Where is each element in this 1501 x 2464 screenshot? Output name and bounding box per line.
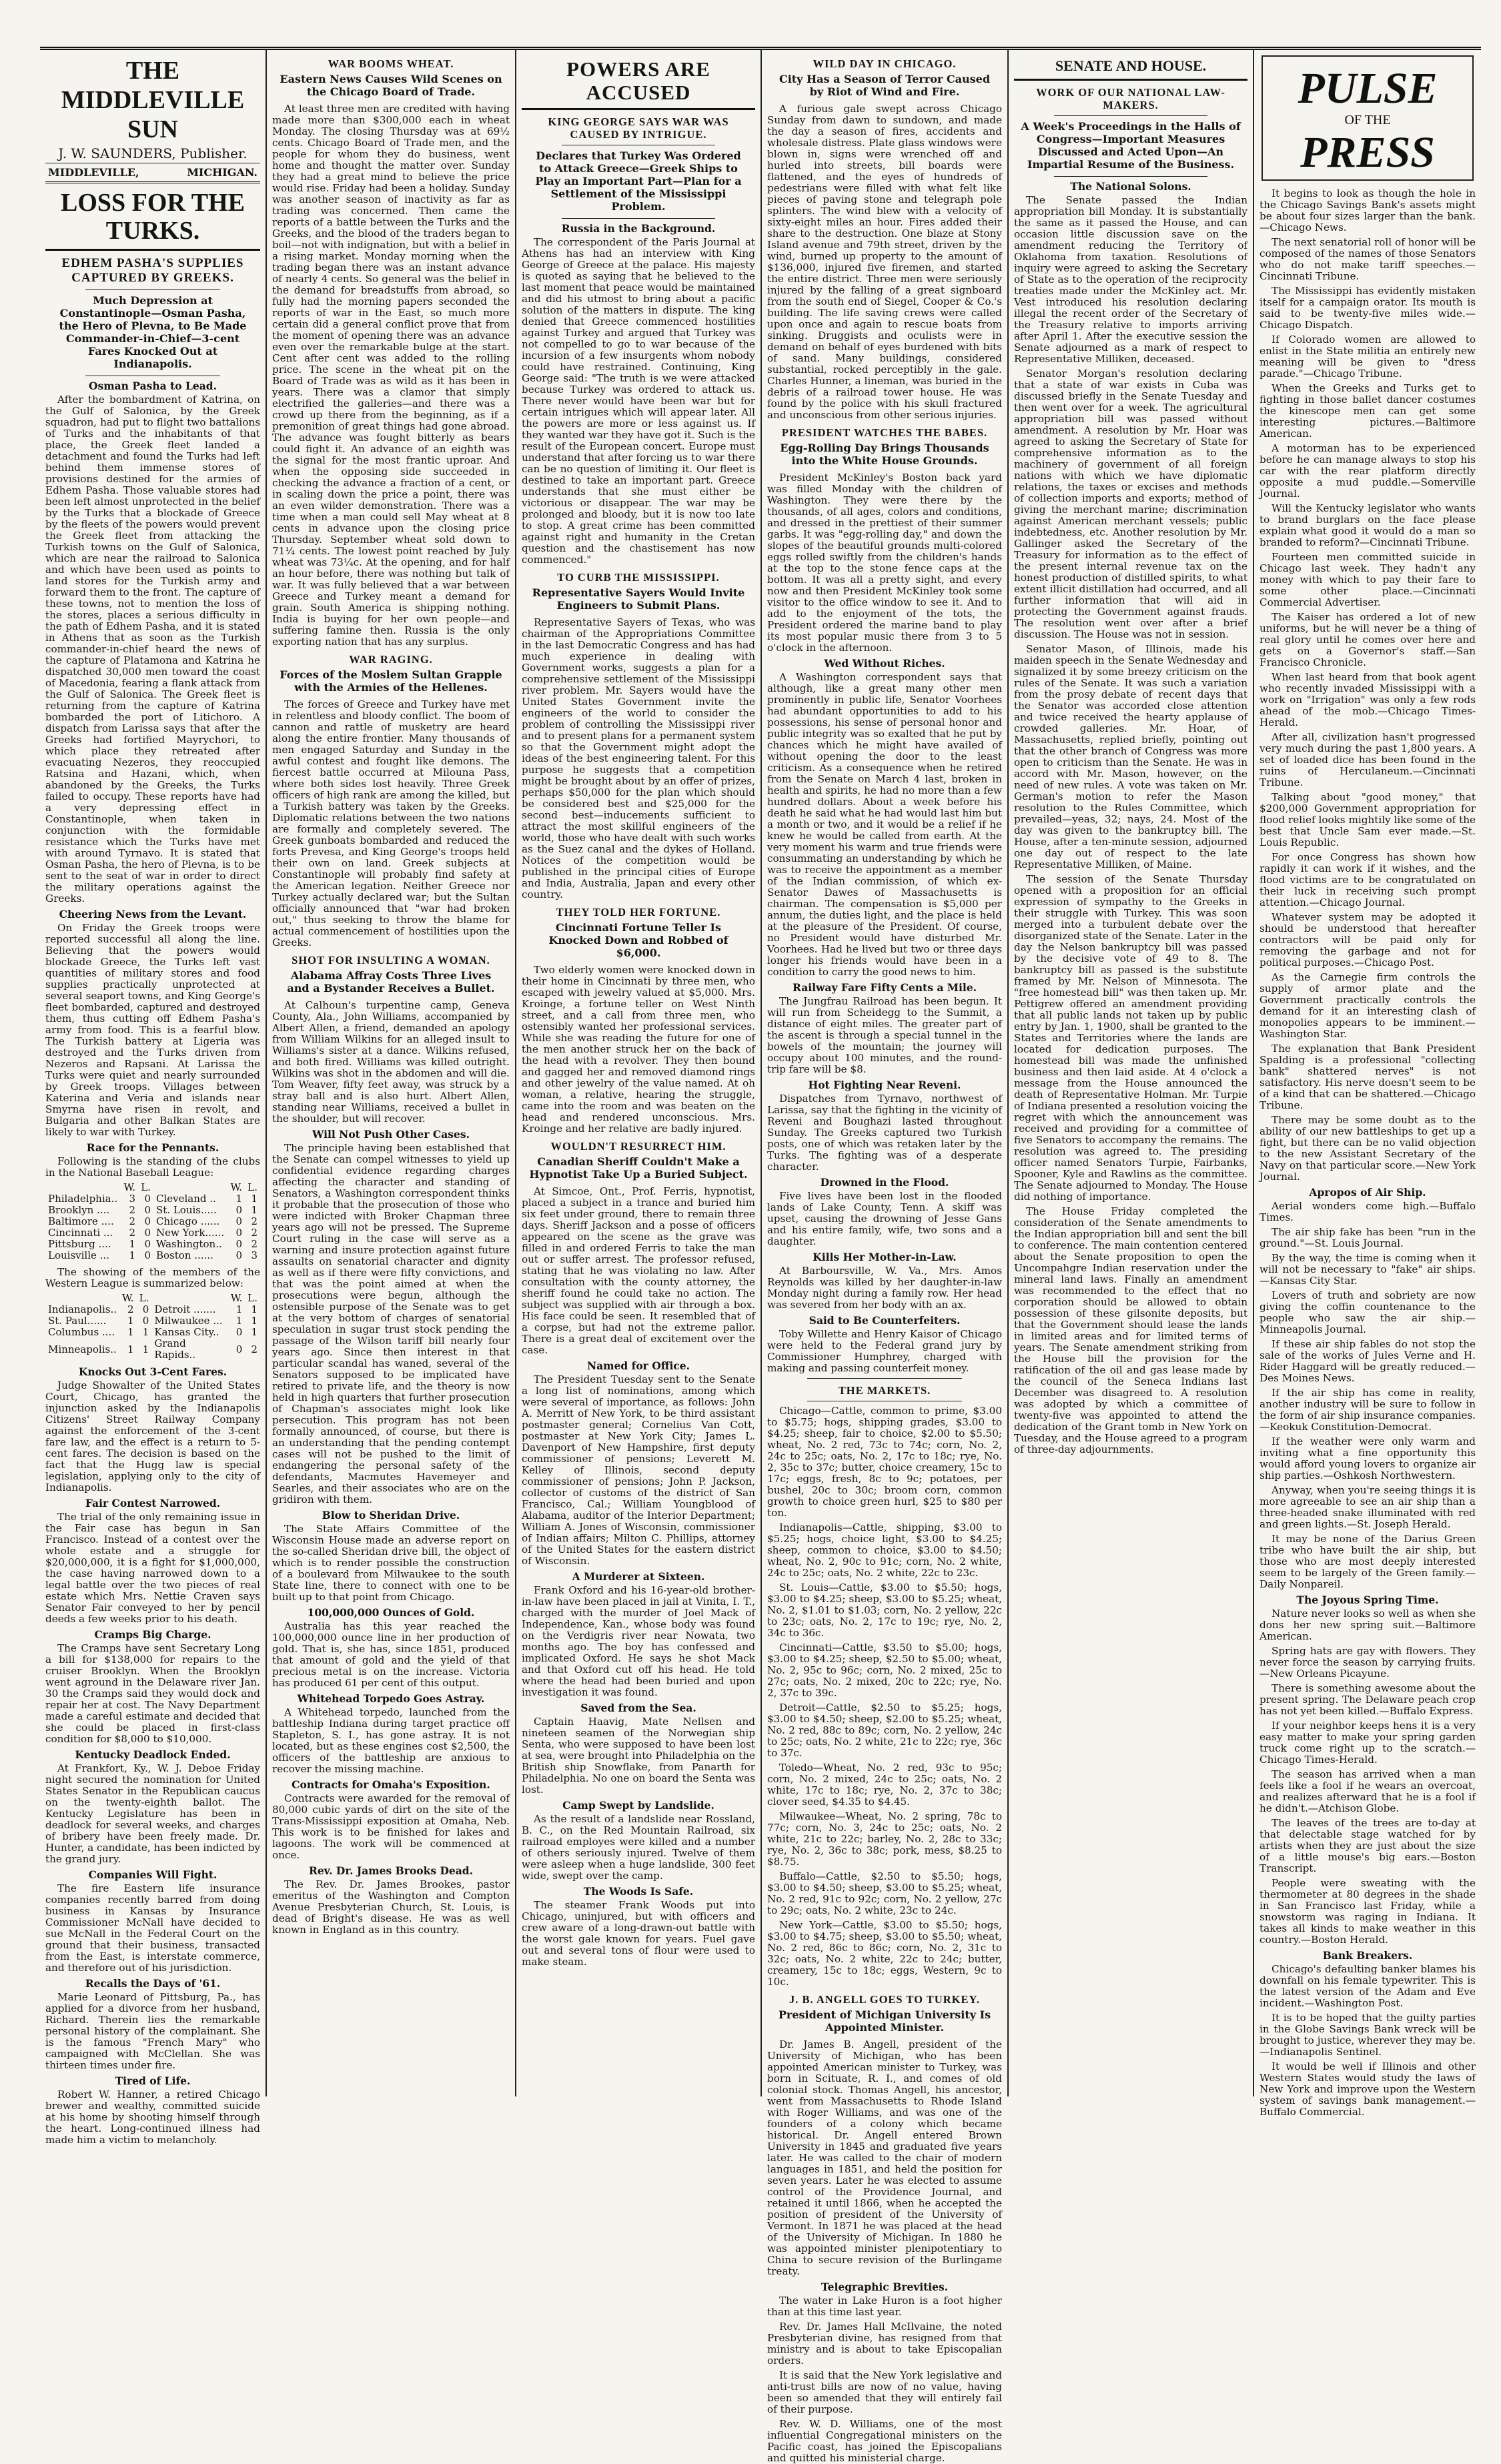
standings-cell: 0	[235, 1238, 243, 1250]
press-quote: The season has arrived when a man feels like a fool if he wears an overcoat, and realizes afterward that he is a fool if he didn't.—Atchison Globe.	[1260, 1768, 1476, 1814]
standings-cell: Milwaukee ...	[154, 1315, 223, 1327]
standings-cell: L.	[139, 1292, 149, 1304]
section-title: Companies Will Fight.	[88, 1868, 217, 1881]
standings-cell: St. Louis.....	[156, 1204, 217, 1216]
headline-told-her-fortune: THEY TOLD HER FORTUNE.	[556, 906, 721, 918]
article-paragraph: The trial of the only remaining issue in the Fair case has begun in San Francisco. Instead of a contest over the whole estate and a struggle for $20,000,000, it is a fight for $1,000,000, the case having narrowed down to a legal battle over the two pieces of real estate which Mrs. Nettie Craven says Senator Fair conveyed to her by pencil deeds a few weeks prior to his death.	[45, 1511, 260, 1625]
column-5	[1009, 52, 1253, 2096]
headline-curb-mississippi: TO CURB THE MISSISSIPPI.	[557, 571, 720, 584]
article-paragraph: Senator Mason, of Illinois, made his maiden speech in the Senate Wednesday and signalized it by some breezy criticism on the rules of the Senate. It was such a variation from the prosy debate of recent days that the Senator was accorded close attention and twice received the hearty applause of crowded galleries. Mr. Hoar, of Massachusetts, replied briefly, pointing out that the other branch of Congress was more open to criticism than the Senate. He was in accord with Mr. Mason, however, on the need of new rules. A vote was taken on Mr. German's motion to refer the Mason resolution to the Rules Committee, which prevailed—yeas, 32; nays, 24. Most of the day was given to the bankruptcy bill. The House, after a ten-minute session, adjourned one day out of respect to the late Representative Milliken, of Maine.	[1014, 643, 1247, 870]
logo-word-press: PRESS	[1300, 128, 1435, 177]
press-quote: When last heard from that book agent who recently invaded Mississippi with a work on "Irrigation" was only a few rods ahead of the mob.—Chicago Times-Herald.	[1260, 671, 1476, 728]
press-quote: The Kaiser has ordered a lot of new uniforms, but he will never be a thing of real glory until he comes over here and gets on a Governor's staff.—San Francisco Chronicle.	[1260, 611, 1476, 668]
article-paragraph: Robert W. Hanner, a retired Chicago brewer and wealthy, committed suicide at his home by shooting himself through the heart. Long-continued illness had made him a victim to melancholy.	[45, 2088, 260, 2146]
article-paragraph: On Friday the Greek troops were reported successful all along the line. Believing that the powers would blockade Greece, the Turks left vast quantities of military stores and food supplies practically unprotected at several seaport towns, and King George's fleet bombarded, captured and destroyed them, thus cutting off Edhem Pasha's army from food. This is a fearful blow. The Turkish battery at Ligeria was destroyed and the Turks driven from Nezeros and Rapsani. At Larissa the Turks were quiet and nearly surrounded by Greek troops. Villages between Katerina and Veria and islands near Smyrna have risen in revolt, and Bulgaria and other Balkan States are likely to war with Turkey.	[45, 922, 260, 1138]
section-title: Whitehead Torpedo Goes Astray.	[297, 1692, 485, 1705]
bank-items-list	[1260, 1964, 1476, 2118]
deck: City Has a Season of Terror Caused by Riot of Wind and Fire.	[779, 73, 991, 98]
market-report: New York—Cattle, $3.00 to $5.50; hogs, $3.00 to $4.75; sheep, $3.00 to $5.50; wheat, No. 2 red, 86c to 86c; corn, No. 2, 31c to 32c; oats, No. 2 white, 22c to 24c; butter, creamery, 15c to 18c; eggs, Western, 9c to 10c.	[767, 1919, 1002, 1988]
press-quote: The leaves of the trees are to-day at that delectable stage watched for by artists when they are just about the size of a little mouse's big ears.—Boston Transcript.	[1260, 1817, 1476, 1874]
standings-cell: Grand Rapids..	[154, 1337, 196, 1361]
article-paragraph: A Whitehead torpedo, launched from the battleship Indiana during target practice off Stapleton, S. I., has gone astray. It is not located, but as these engines cost $2,500, the officers of the battleship are anxious to recover the missing machine.	[272, 1706, 510, 1775]
standings-cell: 2	[129, 1215, 136, 1227]
standings-cell: 1	[251, 1193, 258, 1205]
standings-cell: 0	[142, 1303, 149, 1315]
article-paragraph: Dispatches from Tyrnavo, northwest of Larissa, say that the fighting in the vicinity of Reveni and Boughazi lasted throughout Sunday. The Greeks captured two Turkish posts, one of which was retaken later by the Turks. The fighting was of a desperate character.	[767, 1093, 1002, 1173]
standings-cell: 0	[144, 1227, 151, 1239]
pulse-of-the-press-logo	[1261, 55, 1474, 181]
section-title: Knocks Out 3-Cent Fares.	[78, 1365, 227, 1378]
deck: Forces of the Moslem Sultan Grapple with the Armies of the Hellenes.	[280, 668, 502, 694]
section-title: Wed Without Riches.	[824, 657, 945, 670]
section-title: Saved from the Sea.	[580, 1702, 696, 1714]
article-paragraph: The Rev. Dr. James Brookes, pastor emeritus of the Washington and Compton Avenue Presbyterian Church, St. Louis, is dead of Bright's disease. He was as well known in England as in this country.	[272, 1878, 510, 1936]
standings-cell: 1	[127, 1315, 134, 1327]
standings-cell: 1	[235, 1303, 243, 1315]
article-paragraph: The principle having been established that the Senate can compel witnesses to yield up confidential evidence regarding charges affecting the character and standing of Senators, a Washington correspondent thinks it probable that the prosecution of those who were indicted with Broker Chapman three years ago will not be pressed. The Supreme Court ruling in the case will serve as a warning and insure protection against future assaults on senatorial character and dignity as well as if there were fifty convictions, and that was the point aimed at when the prosecutions were begun, although the ostensible purpose of the Senate was to get at the very bottom of charges of senatorial speculation in sugar trust stock pending the passage of the Wilson tariff bill nearly four years ago. Since then interest in that particular scandal has waned, several of the Senators supposed to be implicated have retired to private life, and the theory is now held in high quarters that further prosecution of Chapman's associates might look like persecution. This program has not been formally announced, of course, but there is an understanding that the pending contempt cases will not be pushed to the limit of endangering the personal safety of the defendants, Macmutes Havemeyer and Searles, and their associates who are on the gridiron with them.	[272, 1142, 510, 1505]
column-6	[1254, 52, 1481, 2118]
standings-cell: Chicago ......	[156, 1215, 220, 1227]
section-title: Camp Swept by Landslide.	[562, 1799, 714, 1812]
deck: Alabama Affray Costs Three Lives and a Bystander Receives a Bullet.	[287, 969, 495, 995]
press-quote: People were sweating with the thermometer at 80 degrees in the shade in San Francisco last Friday, while a snowstorm was raging in Indiana. It takes all kinds to make weather in this country.—Boston Herald.	[1260, 1877, 1476, 1946]
standings-cell: Baltimore ....	[48, 1215, 114, 1227]
deck: President of Michigan University Is Appointed Minister.	[778, 2008, 991, 2034]
article-paragraph: At Barboursville, W. Va., Mrs. Amos Reynolds was killed by her daughter-in-law Monday night during a family row. Her head was severed from her body with an ax.	[767, 1265, 1002, 1311]
article-paragraph: The State Affairs Committee of the Wisconsin House made an adverse report on the so-called Sheridan drive bill, the object of which is to render possible the construction of a boulevard from Milwaukee to the south State line, there to connect with one to be built up to that point from Chicago.	[272, 1523, 510, 1603]
headline-wild-day-chicago: WILD DAY IN CHICAGO.	[813, 57, 957, 70]
article-paragraph: It is said that the New York legislative and anti-trust bills are now of no value, having been so amended that they will entirely fail of their purpose.	[767, 2369, 1002, 2415]
article-paragraph: Senator Morgan's resolution declaring that a state of war exists in Cuba was discussed briefly in the Senate Tuesday and then went over for a week. The agricultural appropriation bill was passed without amendment. A resolution by Mr. Hoar was agreed to asking the Secretary of State for comprehensive information as to the machinery of government of all foreign nations with which we have diplomatic relations, the taxes or excises and methods of collection imports and exports; method of giving the merchant marine; discrimination against American merchant vessels; public indebtedness, etc. Another resolution by Mr. Gallinger asked the Secretary of the Treasury for information as to the effect of the present internal revenue tax on the honest production of distilled spirits, to what extent illicit distillation had occurred, and all further information that will aid in protecting the Government against frauds. The resolution went over after a brief discussion. The House was not in session.	[1014, 368, 1247, 640]
market-report: St. Louis—Cattle, $3.00 to $5.50; hogs, $3.00 to $4.25; sheep, $3.00 to $5.25; wheat, No. 2, $1.01 to $1.03; corn, No. 2 yellow, 22c to 23c; oats, No. 2, 17c to 19c; rye, No. 2, 34c to 36c.	[767, 1582, 1002, 1639]
article-paragraph: Representative Sayers of Texas, who was chairman of the Appropriations Committee in the last Democratic Congress and has had much experience in dealing with Government works, suggests a plan for a comprehensive settlement of the Mississippi river problem. Mr. Sayers would have the United States Government invite the engineers of the world to consider the problem of controlling the Mississippi river and to present plans for a permanent system so that the Government might adopt the ideas of the best engineering talent. For this purpose he suggests that a competition might be brought about by an offer of prizes, perhaps $50,000 for the plan which should be considered best and $25,000 for the second best—inducements sufficient to attract the most skillful engineers of the world, those who have dealt with such works as the Suez canal and the dykes of Holland. Notices of the competition would be published in the principal cities of Europe and India, Australia, Japan and every other country.	[522, 616, 755, 900]
article-paragraph: The House Friday completed the consideration of the Senate amendments to the Indian appropriation bill and sent the bill to conference. The main contention centered about the Senate proposition to open the Uncompahgre Indian reservation under the mineral land laws. Finally an amendment was recommended to the effect that no corporation should be allowed to obtain possession of these gilsonite deposits, but that the Government should lease the lands in limited areas and for limited terms of years. The Senate amendment striking from the House bill the provision for the ratification of the oil and gas lease made by the council of the Seneca Indians last December was disagreed to. A resolution was adopted by which a committee of twenty-five was appointed to attend the dedication of the Grant tomb in New York on Tuesday, and the House agreed to a program of three-day adjournments.	[1014, 1205, 1247, 1455]
section-title: Said to Be Counterfeiters.	[809, 1314, 961, 1327]
article-paragraph: The correspondent of the Paris Journal at Athens has had an interview with King George of Greece at the palace. His majesty is quoted as saying that he believed to the last moment that peace would be maintained and did his utmost to bring about a pacific solution of the matters in dispute. The king denied that Greece commenced hostilities against Turkey and argued that Turkey was not compelled to go to war because of the incursion of a few insurgents whom nobody could have restrained. Continuing, King George said: "The truth is we were attacked because Turkey was ordered to attack us. There never would have been war but for certain intrigues which will appear later. All the powers are more or less against us. If they wanted war they have got it. Such is the result of the European concert. Europe must understand that after forcing us to war there can be no question of limiting it. Our fleet is destined to take an important part. Greece understands that she must either be victorious or disappear. The war may be prolonged and bloody, but it is now too late to stop. A great crime has been committed against right and humanity in the Cretan question and the chastisement has now commenced."	[522, 236, 755, 566]
headline-president-babes: PRESIDENT WATCHES THE BABES.	[781, 426, 988, 439]
standings-cell: 3	[129, 1193, 136, 1205]
standings-cell: Boston ......	[156, 1249, 213, 1261]
standings-cell: 1	[129, 1249, 136, 1261]
headline-wouldnt-resurrect: WOULDN'T RESURRECT HIM.	[550, 1140, 726, 1153]
standings-cell: 1	[251, 1204, 258, 1216]
section-title: A Murderer at Sixteen.	[572, 1570, 705, 1583]
masthead-state: MICHIGAN.	[187, 166, 258, 179]
standings-cell: 1	[235, 1315, 243, 1327]
article-paragraph: At Calhoun's turpentine camp, Geneva County, Ala., John Williams, accompanied by Albert Allen, a friend, demanded an apology from William Wilkins for an alleged insult to Williams's sister at a dance. Wilkins refused, and both fired. Williams was killed outright. Wilkins was shot in the abdomen and will die. Tom Weaver, fifty feet away, was struck by a stray ball and is also hurt. Albert Allen, standing near Williams, received a bullet in the shoulder, but will recover.	[272, 999, 510, 1125]
standings-cell: 1	[127, 1326, 134, 1338]
standings-cell: 2	[251, 1215, 258, 1227]
market-report: Chicago—Cattle, common to prime, $3.00 to $5.75; hogs, shipping grades, $3.00 to $4.25; sheep, fair to choice, $2.00 to $5.50; wheat, No. 2 red, 73c to 74c; corn, No. 2, 24c to 25c; oats, No. 2, 17c to 18c; rye, No. 2, 35c to 37c; butter, choice creamery, 15c to 17c; eggs, fresh, 8c to 9c; potatoes, per bushel, 20c to 30c; broom corn, common growth to choice green hurl, $25 to $80 per ton.	[767, 1405, 1002, 1519]
standings-cell: New York......	[156, 1227, 225, 1239]
standings-cell: Kansas City..	[154, 1326, 219, 1338]
section-title: Named for Office.	[586, 1359, 690, 1372]
national-league-standings-table	[45, 1182, 260, 1261]
article-paragraph: Five lives have been lost in the flooded lands of Lake County, Tenn. A skiff was upset, causing the drowning of Jesse Gans and his entire family, wife, two sons and a daughter.	[767, 1190, 1002, 1247]
article-paragraph: A furious gale swept across Chicago Sunday from dawn to sundown, and made the day a season of fires, accidents and wholesale distress. Plate glass windows were blown in, signs were wrenched off and hurled into streets, bill boards were flattened, and the eyes of hundreds of pedestrians were filled with what felt like pieces of paving stone and telegraph pole splinters. The wind blew with a velocity of sixty-eight miles an hour. Fires added their share to the destruction. One blaze at Stony Island avenue and 79th street, driven by the wind, burned up property to the amount of $136,000, injured five firemen, and started the entire district. Three men were seriously injured by the falling of a great signboard from the south end of Siegel, Cooper & Co.'s building. The life saving crews were called upon once and again to rescue boats from sinking. Druggists and oculists were in demand on behalf of eyes burdened with bits of sand. Many buildings, considered substantial, rocked perceptibly in the gale. Charles Hunner, a lineman, was buried in the debris of a railroad tower house. He was found by the police with his skull fractured and unconscious from other serious injuries.	[767, 103, 1002, 421]
article-paragraph: The Jungfrau Railroad has been begun. It will run from Scheidegg to the Summit, a distance of eight miles. The greater part of the ascent is through a special tunnel in the bowels of the mountain; the journey will occupy about 100 minutes, and the round-trip fare will be $8.	[767, 995, 1002, 1075]
section-title: Cramps Big Charge.	[94, 1628, 211, 1641]
press-quote: There is something awesome about the present spring. The Delaware peach crop has not yet been killed.—Buffalo Express.	[1260, 1682, 1476, 1717]
headline-shot-insulting-woman: SHOT FOR INSULTING A WOMAN.	[292, 954, 490, 967]
standings-cell: 0	[142, 1315, 149, 1327]
article-paragraph: Frank Oxford and his 16-year-old brother-in-law have been placed in jail at Vinita, I. T., charged with the murder of Joel Mack of Independence, Kan., whose body was found on the Verdigris river near Nowata, two months ago. The boy has confessed and implicated Oxford. He says he shot Mack and that Oxford cut off his head. He told where the head had been buried and upon investigation it was found.	[522, 1584, 755, 1698]
press-quote: If the weather were only warm and inviting what a fine opportunity this would afford young lovers to organize air ship parties.—Oshkosh Northwestern.	[1260, 1435, 1476, 1481]
deck: Declares that Turkey Was Ordered to Attack Greece—Greek Ships to Play an Important Part—Plan for a Settlement of the Mississippi Problem.	[535, 149, 742, 213]
standings-cell: 1	[235, 1193, 243, 1205]
deck: Eastern News Causes Wild Scenes on the Chicago Board of Trade.	[280, 73, 502, 98]
standings-cell: 0	[144, 1249, 151, 1261]
standings-row	[45, 1327, 260, 1338]
market-report: Cincinnati—Cattle, $3.50 to $5.00; hogs, $3.00 to $4.25; sheep, $2.50 to $5.00; wheat, No. 2, 95c to 96c; corn, No. 2 mixed, 25c to 27c; oats, No. 2 mixed, 20c to 22c; rye, No. 2, 37c to 39c.	[767, 1642, 1002, 1699]
press-quote: Nature never looks so well as when she dons her new spring suit.—Baltimore American.	[1260, 1608, 1476, 1642]
standings-cell	[45, 1182, 121, 1193]
article-paragraph: The steamer Frank Woods put into Chicago, uninjured, but with officers and crew aware of a long-drawn-out battle with the worst gale known for years. Fuel gave out and several tons of flour were used to make steam.	[522, 1899, 755, 1968]
standings-cell: 1	[142, 1343, 149, 1355]
article-paragraph: The showing of the members of the Western League is summarized below:	[45, 1266, 260, 1289]
standings-cell: 2	[251, 1238, 258, 1250]
standings-cell: 2	[251, 1227, 258, 1239]
press-quote: Fourteen men committed suicide in Chicago last week. They hadn't any money with which to pay their fare to some other place.—Cincinnati Commercial Advertiser.	[1260, 551, 1476, 608]
section-title: Hot Fighting Near Reveni.	[808, 1079, 961, 1091]
standings-cell: 3	[251, 1249, 258, 1261]
standings-cell: 1	[251, 1303, 258, 1315]
section-title: Russia in the Background.	[561, 222, 716, 235]
standings-row	[45, 1250, 260, 1261]
standings-cell: W.	[123, 1181, 136, 1193]
column-1	[40, 52, 266, 2146]
masthead-dateline	[45, 163, 260, 183]
press-quote: A motorman has to be experienced before he can manage always to stop his car with the rear platform directly opposite a mud puddle.—Somerville Journal.	[1260, 442, 1476, 500]
standings-cell: Minneapolis..	[48, 1343, 117, 1355]
column-2	[267, 52, 515, 2096]
article-paragraph: Judge Showalter of the United States Court, Chicago, has granted the injunction asked by the Indianapolis Citizens' Street Railway Company against the enforcement of the 3-cent fare law, and the effect is a return to 5-cent fares. The decision is based on the fact that the Hugg law is special legislation, applying only to the city of Indianapolis.	[45, 1379, 260, 1493]
standings-header-row	[45, 1182, 260, 1193]
headline-senate-house: SENATE AND HOUSE.	[1055, 57, 1207, 74]
article-paragraph: At Simcoe, Ont., Prof. Ferris, hypnotist, placed a subject in a trance and buried him six feet under ground, there to remain three days. Sheriff Jackson and a posse of officers appeared on the scene as the grave was filled in and ordered Ferris to take the man out or suffer arrest. The professor refused, stating that he was violating no law. After consultation with the county attorney, the sheriff found he could take no action. The subject was supplied with air through a box. His face could be seen. It resembled that of a corpse, but had not the extreme pallor. There is a great deal of excitement over the case.	[522, 1185, 755, 1356]
article-paragraph: Following is the standing of the clubs in the National Baseball League:	[45, 1155, 260, 1179]
standings-row	[45, 1227, 260, 1239]
standings-cell: 1	[129, 1238, 136, 1250]
standings-row	[45, 1193, 260, 1205]
section-title: Fair Contest Narrowed.	[85, 1497, 221, 1509]
deck: Representative Sayers Would Invite Engineers to Submit Plans.	[532, 586, 745, 612]
section-title: Drowned in the Flood.	[820, 1176, 949, 1189]
article-paragraph: A Washington correspondent says that although, like a great many other men prominently in public life, Senator Voorhees had abundant opportunities to add to his possessions, his sense of personal honor and public integrity was so exalted that he put by chances which he might have availed of without opening the door to the least criticism. As a consequence when he retired from the Senate on March 4 last, broken in health and spirits, he had no more than a few hundred dollars. About a week before his death he said what he had would last him but a month or two, and it would be a relief if he knew he would be called from earth. At the very moment his warm and true friends were consummating an understanding by which he was to receive the appointment as a member of the Indian commission, of which ex-Senator Dawes of Massachusetts is chairman. The compensation is $5,000 per annum, the duties light, and the place is held at the pleasure of the President. Of course, no President would have disturbed Mr. Voorhees. Had he lived but two or three days longer his friends would have been in a condition to carry the good news to him.	[767, 671, 1002, 978]
press-quote: As the Carnegie firm controls the supply of armor plate and the Government practically controls the demand for it an interesting clash of monopolies appears to be imminent.—Washington Star.	[1260, 971, 1476, 1040]
press-quote: There may be some doubt as to the ability of our new battleships to get up a fight, but there can be no valid objection to the new Assistant Secretary of the Navy on that particular score.—New York Journal.	[1260, 1114, 1476, 1183]
section-title: The Woods Is Safe.	[583, 1885, 694, 1898]
section-title: The National Solons.	[1070, 180, 1191, 193]
subhead-national-lawmakers: WORK OF OUR NATIONAL LAW-MAKERS.	[1036, 86, 1225, 111]
standings-cell: W.	[230, 1181, 243, 1193]
press-quote: After all, civilization hasn't progressed very much during the past 1,800 years. A set of loaded dice has been found in the ruins of Herculaneum.—Cincinnati Tribune.	[1260, 731, 1476, 788]
standings-cell: 0	[144, 1215, 151, 1227]
standings-cell: Cincinnati ...	[48, 1227, 113, 1239]
article-paragraph: At least three men are credited with having made more than $300,000 each in wheat Monday. The closing Thursday was at 69½ cents. Chicago Board of Trade men, and the people for whom they do business, went home and thought the matter over. Sunday they had a great mind to believe the price would rise. Friday had been a holiday. Sunday was another season of inactivity as far as trading was concerned. Then came the reports of a battle between the Turks and the Greeks, and the blood of the traders began to boil—not with indignation, but with a belief in a rising market. Monday morning when the trading began there was an instant advance of nearly 4 cents. So general was the belief in the demand for breadstuffs from abroad, so fully had the morning papers seconded the reports of war in the East, so much more certain did a general conflict prove that from the moment of opening there was an advance even over the remarkable bulge at the start. Cent after cent was added to the rolling price. The scene in the wheat pit on the Board of Trade was as wild as it has been in years. There was a clamor that simply electrified the galleries—and there was a crowd up there from the beginning, as if a premonition of great things had gone abroad. The advance was fought bitterly as bears could fight it. An advance of an eighth was the signal for the most frantic uproar. And when the opposing side succeeded in checking the advance a fraction of a cent, or in scaling down the price a point, there was an even wilder demonstration. There was a time when a man could sell May wheat at 8 cents in advance upon the closing price Thursday. September wheat sold down to 71¼ cents. The lowest point reached by July wheat was 73¼c. At the opening, and for half an hour before, there was nothing but talk of war. It was fully believed that a war between Greece and Turkey meant a demand for grain. South America is shipping nothing. India is buying for her own people—and suffering famine then. Russia is the only exporting nation that has any surplus.	[272, 103, 510, 648]
article-paragraph: The President Tuesday sent to the Senate a long list of nominations, among which were several of importance, as follows: John A. Merritt of New York, to be third assistant postmaster general; Cornelius Van Cott, postmaster at New York City; James L. Davenport of New Hampshire, first deputy commissioner of pensions; Leverett M. Kelley of Illinois, second deputy commissioner of pensions; John P. Jackson, collector of customs of the district of San Francisco, Cal.; William Youngblood of Alabama, auditor of the Interior Department; William A. Jones of Wisconsin, commissioner of Indian affairs; Milton C. Phillips, attorney of the United States for the eastern district of Wisconsin.	[522, 1373, 755, 1567]
section-title: Kentucky Deadlock Ended.	[75, 1748, 231, 1761]
standings-cell: 1	[127, 1343, 134, 1355]
article-paragraph: The Senate passed the Indian appropriation bill Monday. It is substantially the same as it passed the House, and can occasion little discussion save on the amendment reducing the Territory of Oklahoma from taxation. Resolutions of inquiry were agreed to asking the Secretary of State as to the operation of the reciprocity treaties made under the McKinley act. Mr. Vest introduced his resolution declaring illegal the recent order of the Secretary of the Treasury relative to imports arriving after April 1. After the executive session the Senate adjourned as a mark of respect to Representative Milliken, deceased.	[1014, 194, 1247, 365]
article-paragraph: Captain Haavig, Mate Nellsen and nineteen seamen of the Norwegian ship Senta, who were supposed to have been lost at sea, were brought into Philadelphia on the British ship Snowflake, from Panarth for Philadelphia. No one on board the Senta was lost.	[522, 1716, 755, 1796]
press-quote: Spring hats are gay with flowers. They never force the season by carrying fruits.—New Orleans Picayune.	[1260, 1645, 1476, 1680]
standings-cell: Brooklyn ....	[48, 1204, 110, 1216]
standings-cell: L.	[247, 1292, 258, 1304]
headline-angell-turkey: J. B. ANGELL GOES TO TURKEY.	[789, 1993, 980, 2006]
article-paragraph: Australia has this year reached the 100,000,000 ounce line in her production of gold. That is, she has, since 1851, produced that amount of gold and the yield of that precious metal is on the increase. Victoria has produced 61 per cent of this output.	[272, 1620, 510, 1689]
standings-cell: 0	[235, 1204, 243, 1216]
standings-row	[45, 1239, 260, 1250]
headline-markets: THE MARKETS.	[838, 1384, 931, 1397]
western-league-standings-table	[45, 1293, 260, 1361]
article-paragraph: Two elderly women were knocked down in their home in Cincinnati by three men, who escaped with jewelry valued at $5,000. Mrs. Kroinge, a fortune teller on West Ninth street, and a call from three men, who ostensibly wanted her professional services. While she was reading the future for one of the men another struck her on the back of the head with a revolver. They then bound and gagged her and removed diamond rings and other jewelry of the value named. At oh woman, a relative, hearing the struggle, came into the room and was beaten on the head and rendered unconscious. Mrs. Kroinge and her relative are badly injured.	[522, 964, 755, 1135]
standings-cell: 2	[129, 1227, 136, 1239]
press-quote: If your neighbor keeps hens it is a very easy matter to make your spring garden truck come right up to the scratch.—Chicago Times-Herald.	[1260, 1720, 1476, 1766]
standings-cell: 1	[142, 1326, 149, 1338]
article-paragraph: At Frankfort, Ky., W. J. Deboe Friday night secured the nomination for United States Senator in the Republican caucus on the twenty-eighth ballot. The Kentucky Legislature has been in deadlock for several weeks, and charges of bribery have been freely made. Dr. Hunter, a candidate, has been indicted by the grand jury.	[45, 1762, 260, 1865]
press-quote: It is to be hoped that the guilty parties in the Globe Savings Bank wreck will be brought to justice, wherever they may be.—Indianapolis Sentinel.	[1260, 2012, 1476, 2058]
section-title: Kills Her Mother-in-Law.	[813, 1251, 957, 1263]
article-paragraph: The session of the Senate Thursday opened with a proposition for an official expression of sympathy to the Greeks in their struggle with Turkey. This was soon merged into a turbulent debate over the disorganized state of the Senate. Later in the day the Nelson bankruptcy bill was passed by the decisive vote of 49 to 8. The bankruptcy bill as passed is the substitute framed by Mr. Nelson of Minnesota. The "free homestead bill" was then taken up. Mr. Pettigrew offered an amendment providing that all public lands not taken up by public entry by Jan. 1, 1900, shall be granted to the States and Territories where the lands are located for dedication purposes. The homestead bill was made the unfinished business and then laid aside. At 4 o'clock a message from the House announced the death of Representative Holman. Mr. Turpie of Indiana presented a resolution voicing the regret with which the announcement was received and providing for a committee of five Senators to accompany the remains. The resolution was agreed to. The presiding officer named Senators Turpie, Fairbanks, Spooner, Kyle and Rawlins as the committee. The Senate adjourned to Monday. The House did nothing of importance.	[1014, 873, 1247, 1203]
press-quote: By the way, the time is coming when it will not be necessary to "fake" air ships.—Kansas City Star.	[1260, 1252, 1476, 1287]
press-quote: Lovers of truth and sobriety are now giving the coffin countenance to the people who saw the air ship.—Minneapolis Journal.	[1260, 1289, 1476, 1335]
standings-cell: 2	[127, 1303, 134, 1315]
standings-row	[45, 1304, 260, 1315]
standings-cell: Louisville ...	[48, 1249, 109, 1261]
article-paragraph: Marie Leonard of Pittsburg, Pa., has applied for a divorce from her husband, Richard. Therein lies the remarkable personal history of the complainant. She is the famous "French Mary" who campaigned with McClellan. She was thirteen times under fire.	[45, 1991, 260, 2071]
section-title: Rev. Dr. James Brooks Dead.	[308, 1864, 474, 1877]
section-title: Will Not Push Other Cases.	[312, 1128, 470, 1141]
headline-war-booms-wheat: WAR BOOMS WHEAT.	[328, 57, 454, 70]
standings-header-row	[45, 1293, 260, 1304]
press-quote: Aerial wonders come high.—Buffalo Times.	[1260, 1200, 1476, 1223]
article-paragraph: Dr. James B. Angell, president of the University of Michigan, who has been appointed American minister to Turkey, was born in Scituate, R. I., and comes of old colonial stock. Thomas Angell, his ancestor, went from Massachusetts to Rhode Island with Roger Williams, and was one of the founders of a colony which became historical. Dr. Angell entered Brown University in 1845 and graduated five years later. He was called to the chair of modern languages in 1851, and held the position for seven years. Later he was elected to assume control of the Providence Journal, and retained it until 1866, when he accepted the position of president of the University of Vermont. In 1871 he was placed at the head of the University of Michigan. In 1880 he was appointed minister plenipotentiary to China to secure revision of the Burlingame treaty.	[767, 2038, 1002, 2277]
masthead-title: THE MIDDLEVILLE SUN	[61, 57, 245, 143]
column-3	[516, 52, 761, 2096]
article-paragraph: As the result of a landslide near Rossland, B. C., on the Red Mountain Railroad, six railroad employes were killed and a number of others seriously injured. Twelve of them were asleep when a huge landslide, 300 feet wide, swept over the camp.	[522, 1813, 755, 1882]
deck: Canadian Sheriff Couldn't Make a Hypnotist Take Up a Buried Subject.	[529, 1155, 748, 1181]
deck: Cincinnati Fortune Teller Is Knocked Down and Robbed of $6,000.	[548, 921, 728, 959]
standings-row	[45, 1338, 260, 1361]
section-title: Bank Breakers.	[1322, 1949, 1413, 1962]
article-paragraph: The fire Eastern life insurance companies recently barred from doing business in Kansas by Insurance Commissioner McNall have decided to sue McNall in the Federal Court on the ground that their business, transacted from the East, is interstate commerce, and therefore out of his jurisdiction.	[45, 1882, 260, 1974]
press-quote: The explanation that Bank President Spalding is a professional "collecting bank" shattered nerves" is not satisfactory. His nerve doesn't seem to be of a kind that can be shattered.—Chicago Tribune.	[1260, 1043, 1476, 1111]
standings-cell: Columbus ....	[48, 1326, 115, 1338]
standings-cell: Philadelphia..	[48, 1193, 118, 1205]
subhead-edhem-pasha: EDHEM PASHA'S SUPPLIES CAPTURED BY GREEKS.	[61, 256, 244, 285]
standings-cell: L.	[141, 1181, 151, 1193]
standings-cell: Cleveland ..	[156, 1193, 216, 1205]
section-title: Railway Fare Fifty Cents a Mile.	[793, 981, 977, 994]
standings-cell	[45, 1293, 119, 1304]
press-quote: If these air ship fables do not stop the sale of the works of Jules Verne and H. Rider Haggard will be greatly reduced.—Des Moines News.	[1260, 1338, 1476, 1384]
standings-cell: 1	[251, 1326, 258, 1338]
standings-cell: Detroit .......	[154, 1303, 216, 1315]
press-quote: It may be none of the Darius Green tribe who have built the air ship, but those who are most deeply interested seem to be largely of the Green family.—Daily Nonpareil.	[1260, 1533, 1476, 1590]
press-quote: It begins to look as though the hole in the Chicago Savings Bank's assets might be about four sizes larger than the bank.—Chicago News.	[1260, 187, 1476, 233]
standings-cell: St. Paul......	[48, 1315, 107, 1327]
press-quote: When the Greeks and Turks get to fighting in those ballet dancer costumes the kinescope men can get some interesting pictures.—Baltimore American.	[1260, 382, 1476, 440]
standings-row	[45, 1205, 260, 1216]
standings-cell: 0	[235, 1326, 243, 1338]
press-quote: Will the Kentucky legislator who wants to brand burglars on the face please explain what good it would do a man so branded to reform?—Cincinnati Tribune.	[1260, 502, 1476, 548]
column-4	[762, 52, 1007, 2464]
deck-depression: Much Depression at Constantinople—Osman Pasha, the Hero of Plevna, to Be Made Commander-in-Chief—3-cent Fares Knocked Out at Indianapolis.	[59, 294, 247, 370]
standings-cell: Indianapolis..	[48, 1303, 117, 1315]
section-title: Cheering News from the Levant.	[59, 908, 247, 920]
section-title: The Joyous Spring Time.	[1296, 1594, 1439, 1606]
standings-cell: 1	[251, 1315, 258, 1327]
section-title: Recalls the Days of '61.	[85, 1977, 221, 1990]
section-title: Telegraphic Brevities.	[821, 2281, 949, 2293]
deck: Egg-Rolling Day Brings Thousands into the White House Grounds.	[780, 442, 989, 467]
press-quote: The next senatorial roll of honor will be composed of the names of those Senators who do not make tariff speeches.—Cincinnati Tribune.	[1260, 236, 1476, 282]
section-title: Contracts for Omaha's Exposition.	[292, 1778, 490, 1791]
market-report: Detroit—Cattle, $2.50 to $5.25; hogs, $3.00 to $4.50; sheep, $2.00 to $5.25; wheat, No. 2 red, 88c to 89c; corn, No. 2 yellow, 24c to 25c; oats, No. 2 white, 21c to 22c; rye, 36c to 37c.	[767, 1702, 1002, 1759]
press-quote: For once Congress has shown how rapidly it can work if it wishes, and the flood victims are to be congratulated on their luck in receiving such prompt attention.—Chicago Journal.	[1260, 851, 1476, 908]
standings-row	[45, 1216, 260, 1227]
headline-powers-accused: POWERS ARE ACCUSED	[566, 57, 710, 104]
headline-loss-for-turks: LOSS FOR THE TURKS.	[61, 189, 245, 245]
article-paragraph: Toby Willette and Henry Kaisor of Chicago were held to the Federal grand jury by Commissioner Humphrey, charged with making and passing counterfeit money.	[767, 1328, 1002, 1374]
masthead-publisher: J. W. SAUNDERS, Publisher.	[58, 145, 247, 161]
press-quote: Talking about "good money," that $200,000 Government appropriation for flood relief looks mightily like some of the best that Uncle Sam ever made.—St. Louis Republic.	[1260, 791, 1476, 848]
article-paragraph: President McKinley's Boston back yard was filled Monday with the children of Washington. They were there by the thousands, of all ages, colors and conditions, and dressed in the prettiest of their summer garbs. It was "egg-rolling day," and down the slopes of the beautiful grounds multi-colored eggs rolled swiftly from the children's hands at the top to the stone fence caps at the bottom. It was all a pretty sight, and every now and then President McKinley took some visitor to the office window to see it. And to add to the enjoyment of the tots, the President ordered the marine band to play its most popular music there from 3 to 5 o'clock in the afternoon.	[767, 472, 1002, 654]
press-items-list	[1260, 188, 1476, 1183]
article-paragraph: The Cramps have sent Secretary Long a bill for $138,000 for repairs to the cruiser Brooklyn. When the Brooklyn went aground in the Delaware river Jan. 30 the Cramps said they would dock and repair her at cost. The Navy Department made a careful estimate and decided that she could be placed in first-class condition for $8,000 to $10,000.	[45, 1642, 260, 1745]
standings-cell	[153, 1182, 227, 1193]
standings-cell: 0	[144, 1193, 151, 1205]
standings-cell: W.	[230, 1292, 243, 1304]
section-title: 100,000,000 Ounces of Gold.	[307, 1606, 475, 1619]
standings-cell	[151, 1293, 227, 1304]
section-title: Tired of Life.	[115, 2074, 191, 2087]
market-report: Indianapolis—Cattle, shipping, $3.00 to $5.25; hogs, choice light, $3.00 to $4.25; sheep, common to choice, $3.00 to $4.50; wheat, No. 2, 90c to 91c; corn, No. 2 white, 24c to 25c; oats, No. 2 white, 22c to 23c.	[767, 1521, 1002, 1579]
press-quote: Chicago's defaulting banker blames his downfall on his female typewriter. This is the latest version of the Adam and Eve incident.—Washington Post.	[1260, 1963, 1476, 2009]
press-quote: If Colorado women are allowed to enlist in the State militia an entirely new meaning will be given to "dress parade."—Chicago Tribune.	[1260, 334, 1476, 380]
article-paragraph: Contracts were awarded for the removal of 80,000 cubic yards of dirt on the site of the Trans-Mississippi exposition at Omaha, Neb. This work is to be finished for lakes and lagoons. The work will be commenced at once.	[272, 1792, 510, 1861]
standings-cell: 2	[129, 1204, 136, 1216]
press-quote: It would be well if Illinois and other Western States would study the laws of New York and improve upon the Western system of savings bank management.—Buffalo Commercial.	[1260, 2060, 1476, 2118]
press-quote: Whatever system may be adopted it should be understood that hereafter contractors will be paid only for removing the garbage and not for political purposes.—Chicago Post.	[1260, 911, 1476, 969]
standings-cell: 0	[235, 1249, 243, 1261]
standings-cell: W.	[122, 1292, 134, 1304]
headline-war-raging: WAR RAGING.	[349, 653, 433, 666]
section-title: Race for the Pennants.	[86, 1141, 219, 1154]
market-report: Toledo—Wheat, No. 2 red, 93c to 95c; corn, No. 2 mixed, 24c to 25c; oats, No. 2 white, 17c to 18c; rye, No. 2, 37c to 38c; clover seed, $4.35 to $4.45.	[767, 1762, 1002, 1808]
subhead-king-george: KING GEORGE SAYS WAR WAS CAUSED BY INTRIGUE.	[548, 115, 729, 141]
standings-cell: 0	[144, 1204, 151, 1216]
article-paragraph: Rev. Dr. James Hall McIlvaine, the noted Presbyterian divine, has resigned from that ministry and is about to take Episcopalian orders.	[767, 2321, 1002, 2367]
press-quote: The Mississippi has evidently mistaken itself for a campaign orator. Its mouth is said to be twenty-five miles wide.—Chicago Dispatch.	[1260, 285, 1476, 331]
spring-items-list	[1260, 1608, 1476, 1946]
section-title: Blow to Sheridan Drive.	[322, 1509, 460, 1521]
press-quote: Anyway, when you're seeing things it is more agreeable to see an air ship than a three-headed snake illuminated with red and green lights.—St. Joseph Herald.	[1260, 1484, 1476, 1530]
standings-cell: 2	[251, 1343, 258, 1355]
logo-word-pulse: PULSE	[1298, 64, 1438, 113]
press-quote: If the air ship has come in reality, another industry will be sure to follow in the form of air ship insurance companies.—Keokuk Constitution-Democrat.	[1260, 1387, 1476, 1433]
standings-cell: 0	[235, 1227, 243, 1239]
market-report: Buffalo—Cattle, $2.50 to $5.50; hogs, $3.00 to $4.50; sheep, $3.00 to $5.25; wheat, No. 2 red, 91c to 92c; corn, No. 2 yellow, 27c to 29c; oats, No. 2 white, 23c to 24c.	[767, 1870, 1002, 1916]
standings-cell: Pittsburg ....	[48, 1238, 111, 1250]
section-title: Apropos of Air Ship.	[1309, 1186, 1426, 1199]
standings-cell: Washington..	[156, 1238, 222, 1250]
article-paragraph: The forces of Greece and Turkey have met in relentless and bloody conflict. The boom of cannon and rattle of musketry are heard along the entire frontier. Many thousands of men engaged Saturday and Sunday in the awful contest and fought like demons. The fiercest battle occurred at Milouna Pass, where both sides lost heavily. Three Greek officers of high rank are among the killed, but a Turkish battery was taken by the Greeks. Diplomatic relations between the two nations are formally and completely severed. The Greek gunboats bombarded and reduced the forts Prevesa, and King George's troops held their own on land. Greek subjects at Constantinople will probably find safety at the American legation. Neither Greece nor Turkey actually declared war; but the Sultan officially announced that "war had broken out," thus seeking to throw the blame for actual commencement of hostilities upon the Greeks.	[272, 698, 510, 949]
deck: A Week's Proceedings in the Halls of Congress—Important Measures Discussed and Acted Upon—An Impartial Resume of the Business.	[1021, 120, 1241, 171]
standings-cell: 0	[144, 1238, 151, 1250]
air-ship-items-list	[1260, 1201, 1476, 1590]
article-paragraph: Rev. W. D. Williams, one of the most influential Congregational ministers on the Pacific coast, has joined the Episcopalians and quitted his ministerial charge.	[767, 2418, 1002, 2464]
article-paragraph: The water in Lake Huron is a foot higher than at this time last year.	[767, 2295, 1002, 2318]
standings-cell: 0	[235, 1215, 243, 1227]
standings-cell: 0	[235, 1343, 243, 1355]
logo-word-of-the: OF THE	[1344, 113, 1391, 127]
press-quote: The air ship fake has been "run in the ground."—St. Louis Journal.	[1260, 1226, 1476, 1249]
standings-cell: L.	[247, 1181, 258, 1193]
masthead-town: MIDDLEVILLE,	[48, 166, 139, 179]
market-report: Milwaukee—Wheat, No. 2 spring, 78c to 77c; corn, No. 3, 24c to 25c; oats, No. 2 white, 21c to 22c; barley, No. 2, 28c to 33c; rye, No. 2, 36c to 38c; pork, mess, $8.25 to $8.75.	[767, 1810, 1002, 1868]
section-title: Osman Pasha to Lead.	[89, 380, 217, 392]
standings-row	[45, 1315, 260, 1327]
article-paragraph: After the bombardment of Katrina, on the Gulf of Salonica, by the Greek squadron, had put to flight two battalions of Turks and the inhabitants of that place, the Greek fleet landed a detachment and found the Turks had left behind them immense stores of provisions destined for the armies of Edhem Pasha. Those valuable stores had been left almost unprotected in the belief by the Turks that a blockade of Greece by the fleets of the powers would prevent the Greek fleet from attacking the Turkish towns on the Gulf of Salonica, which are near the railroad to Salonica and which have been used as points to land stores for the Turkish army and forward them to the front. The capture of these towns, not to mention the loss of the stores, places a serious difficulty in the path of Edhem Pasha, and it is stated in Athens that as soon as the Turkish commander-in-chief heard the news of the capture of Platamona and Katrina he dispatched 30,000 men toward the coast of Macedonia, fearing a flank attack from the Gulf of Salonica. The Greek fleet is returning from the capture of Katrina bombarded the port of Litichoro. A dispatch from Larissa says that after the Greeks had fortified Mayrychori, to which place they retreated after evacuating Nezeros, they reoccupied Ratsina and Hazani, which, when abandoned by the Greeks, the Turks failed to occupy. These reports have had a very depressing effect in Constantinople, when taken in conjunction with the formidable resistance which the Turks have met with around Tyrnavo. It is stated that Osman Pasha, the hero of Plevna, is to be sent to the seat of war in order to direct the military operations against the Greeks.	[45, 394, 260, 904]
